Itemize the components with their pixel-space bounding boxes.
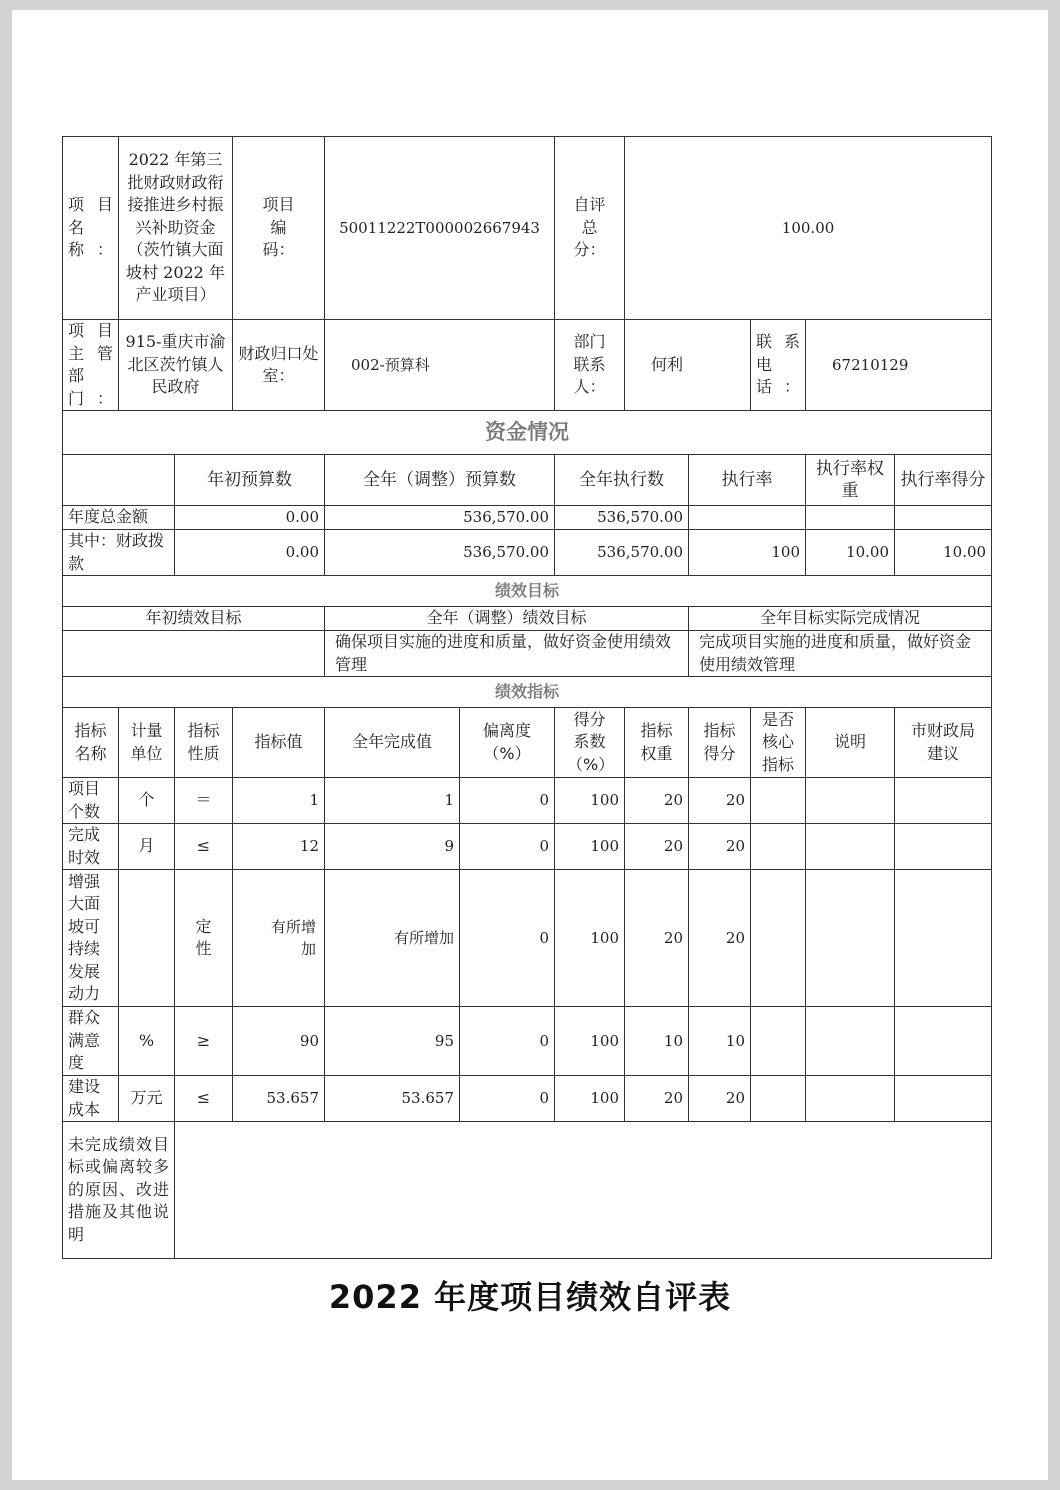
indicator-deviation: 0	[460, 1076, 555, 1122]
goals-actual-text: 完成项目实施的进度和质量，做好资金使用绩效管理	[689, 631, 992, 677]
indicators-section-row	[63, 677, 992, 708]
indicators-header-row	[63, 708, 992, 778]
indicator-row	[63, 870, 992, 1007]
indicator-score: 20	[689, 824, 751, 870]
dept-value: 915-重庆市渝北区茨竹镇人民政府	[119, 320, 233, 411]
indicator-note	[806, 1076, 895, 1122]
self-score-label: 自评总分：	[555, 137, 625, 320]
funds-row	[63, 506, 992, 530]
indicator-header-score: 指标得分	[689, 708, 751, 778]
funds-row-score: 10.00	[895, 530, 992, 576]
indicator-actual: 1	[325, 778, 460, 824]
indicator-unit: %	[119, 1007, 175, 1076]
indicator-header-weight: 指标权重	[625, 708, 689, 778]
contact-label: 部门联系人：	[555, 320, 625, 411]
indicator-row	[63, 1076, 992, 1122]
indicator-coef: 100	[555, 870, 625, 1007]
indicator-header-target: 指标值	[233, 708, 325, 778]
indicator-deviation: 0	[460, 824, 555, 870]
indicator-actual: 53.657	[325, 1076, 460, 1122]
indicator-weight: 20	[625, 1076, 689, 1122]
indicator-header-nature: 指标性质	[175, 708, 233, 778]
remarks-content	[175, 1122, 992, 1259]
indicator-note	[806, 1007, 895, 1076]
indicator-note	[806, 778, 895, 824]
indicator-header-deviation: 偏离度（%）	[460, 708, 555, 778]
indicator-weight: 20	[625, 870, 689, 1007]
indicator-header-note: 说明	[806, 708, 895, 778]
indicator-name: 建设成本	[63, 1076, 119, 1122]
performance-evaluation-table	[62, 136, 992, 1259]
project-name-value: 2022 年第三批财政财政衔接推进乡村振兴补助资金（茨竹镇大面坡村 2022 年产业项目）	[119, 137, 233, 320]
indicator-target: 53.657	[233, 1076, 325, 1122]
self-score-value: 100.00	[625, 137, 992, 320]
funds-row-rate	[689, 506, 806, 530]
indicator-deviation: 0	[460, 778, 555, 824]
indicator-row	[63, 778, 992, 824]
indicator-header-unit: 计量单位	[119, 708, 175, 778]
indicator-row	[63, 824, 992, 870]
indicator-advice	[895, 778, 992, 824]
contact-value: 何利	[625, 320, 751, 411]
indicator-target: 12	[233, 824, 325, 870]
indicator-core	[751, 824, 806, 870]
goals-header-initial: 年初绩效目标	[63, 607, 325, 631]
indicator-header-coef: 得分系数（%）	[555, 708, 625, 778]
funds-header-score: 执行率得分	[895, 455, 992, 506]
goals-section-title: 绩效目标	[63, 576, 992, 607]
dept-info-row	[63, 320, 992, 411]
indicator-coef: 100	[555, 778, 625, 824]
indicator-advice	[895, 1076, 992, 1122]
indicator-unit: 万元	[119, 1076, 175, 1122]
indicator-score: 20	[689, 778, 751, 824]
indicator-name: 项目个数	[63, 778, 119, 824]
indicator-core	[751, 1007, 806, 1076]
indicator-score: 10	[689, 1007, 751, 1076]
funds-row-executed: 536,570.00	[555, 530, 689, 576]
funds-row-score	[895, 506, 992, 530]
funds-row-label: 其中：财政拨款	[63, 530, 175, 576]
indicator-header-core: 是否核心指标	[751, 708, 806, 778]
phone-label: 联系电话：	[751, 320, 806, 411]
indicator-target: 有所增加	[233, 870, 325, 1007]
indicator-core	[751, 870, 806, 1007]
indicator-unit: 月	[119, 824, 175, 870]
indicator-unit	[119, 870, 175, 1007]
funds-row-executed: 536,570.00	[555, 506, 689, 530]
funds-row-rate: 100	[689, 530, 806, 576]
funds-header-row	[63, 455, 992, 506]
indicator-header-name: 指标名称	[63, 708, 119, 778]
project-code-value: 50011222T000002667943	[325, 137, 555, 320]
indicator-advice	[895, 1007, 992, 1076]
funds-header-rate: 执行率	[689, 455, 806, 506]
indicator-weight: 10	[625, 1007, 689, 1076]
funds-section-title: 资金情况	[63, 411, 992, 455]
indicator-target: 90	[233, 1007, 325, 1076]
indicator-name: 增强大面坡可持续发展动力	[63, 870, 119, 1007]
indicator-note	[806, 870, 895, 1007]
indicator-actual: 9	[325, 824, 460, 870]
goals-initial-text	[63, 631, 325, 677]
indicator-core	[751, 778, 806, 824]
indicator-actual: 有所增加	[325, 870, 460, 1007]
funds-row	[63, 530, 992, 576]
goals-header-row	[63, 607, 992, 631]
phone-value: 67210129	[806, 320, 992, 411]
funds-header-adjusted: 全年（调整）预算数	[325, 455, 555, 506]
indicator-core	[751, 1076, 806, 1122]
indicator-note	[806, 824, 895, 870]
indicator-deviation: 0	[460, 1007, 555, 1076]
indicator-row	[63, 1007, 992, 1076]
indicator-header-advice: 市财政局建议	[895, 708, 992, 778]
document-page	[12, 10, 1048, 1480]
remarks-row	[63, 1122, 992, 1259]
funds-section-row	[63, 411, 992, 455]
document-title: 2022 年度项目绩效自评表	[328, 1278, 732, 1316]
office-label: 财政归口处室：	[233, 320, 325, 411]
goals-header-adjusted: 全年（调整）绩效目标	[325, 607, 689, 631]
goals-adjusted-text: 确保项目实施的进度和质量，做好资金使用绩效管理	[325, 631, 689, 677]
indicator-score: 20	[689, 870, 751, 1007]
indicator-weight: 20	[625, 778, 689, 824]
remarks-label: 未完成绩效目标或偏离较多的原因、改进措施及其他说明	[63, 1122, 175, 1259]
funds-header-blank	[63, 455, 175, 506]
indicator-coef: 100	[555, 824, 625, 870]
indicator-actual: 95	[325, 1007, 460, 1076]
indicator-score: 20	[689, 1076, 751, 1122]
indicator-nature: ≤	[175, 824, 233, 870]
indicator-advice	[895, 824, 992, 870]
funds-row-label: 年度总金额	[63, 506, 175, 530]
indicator-coef: 100	[555, 1007, 625, 1076]
goals-header-actual: 全年目标实际完成情况	[689, 607, 992, 631]
indicator-name: 群众满意度	[63, 1007, 119, 1076]
indicator-advice	[895, 870, 992, 1007]
project-code-label: 项目编码：	[233, 137, 325, 320]
indicators-section-title: 绩效指标	[63, 677, 992, 708]
dept-label: 项目主管部门：	[63, 320, 119, 411]
goals-section-row	[63, 576, 992, 607]
funds-row-initial: 0.00	[175, 506, 325, 530]
indicator-unit: 个	[119, 778, 175, 824]
funds-header-executed: 全年执行数	[555, 455, 689, 506]
project-name-label: 项目名称：	[63, 137, 119, 320]
funds-header-initial: 年初预算数	[175, 455, 325, 506]
indicator-header-actual: 全年完成值	[325, 708, 460, 778]
funds-header-weight: 执行率权重	[806, 455, 895, 506]
funds-row-initial: 0.00	[175, 530, 325, 576]
indicator-nature: 定性	[175, 870, 233, 1007]
project-info-row	[63, 137, 992, 320]
office-value: 002-预算科	[325, 320, 555, 411]
indicator-nature: ≤	[175, 1076, 233, 1122]
indicator-target: 1	[233, 778, 325, 824]
indicator-coef: 100	[555, 1076, 625, 1122]
funds-row-adjusted: 536,570.00	[325, 506, 555, 530]
indicator-name: 完成时效	[63, 824, 119, 870]
indicator-weight: 20	[625, 824, 689, 870]
indicator-nature: ≥	[175, 1007, 233, 1076]
goals-content-row	[63, 631, 992, 677]
indicator-deviation: 0	[460, 870, 555, 1007]
indicator-nature: ＝	[175, 778, 233, 824]
funds-row-weight	[806, 506, 895, 530]
funds-row-weight: 10.00	[806, 530, 895, 576]
funds-row-adjusted: 536,570.00	[325, 530, 555, 576]
